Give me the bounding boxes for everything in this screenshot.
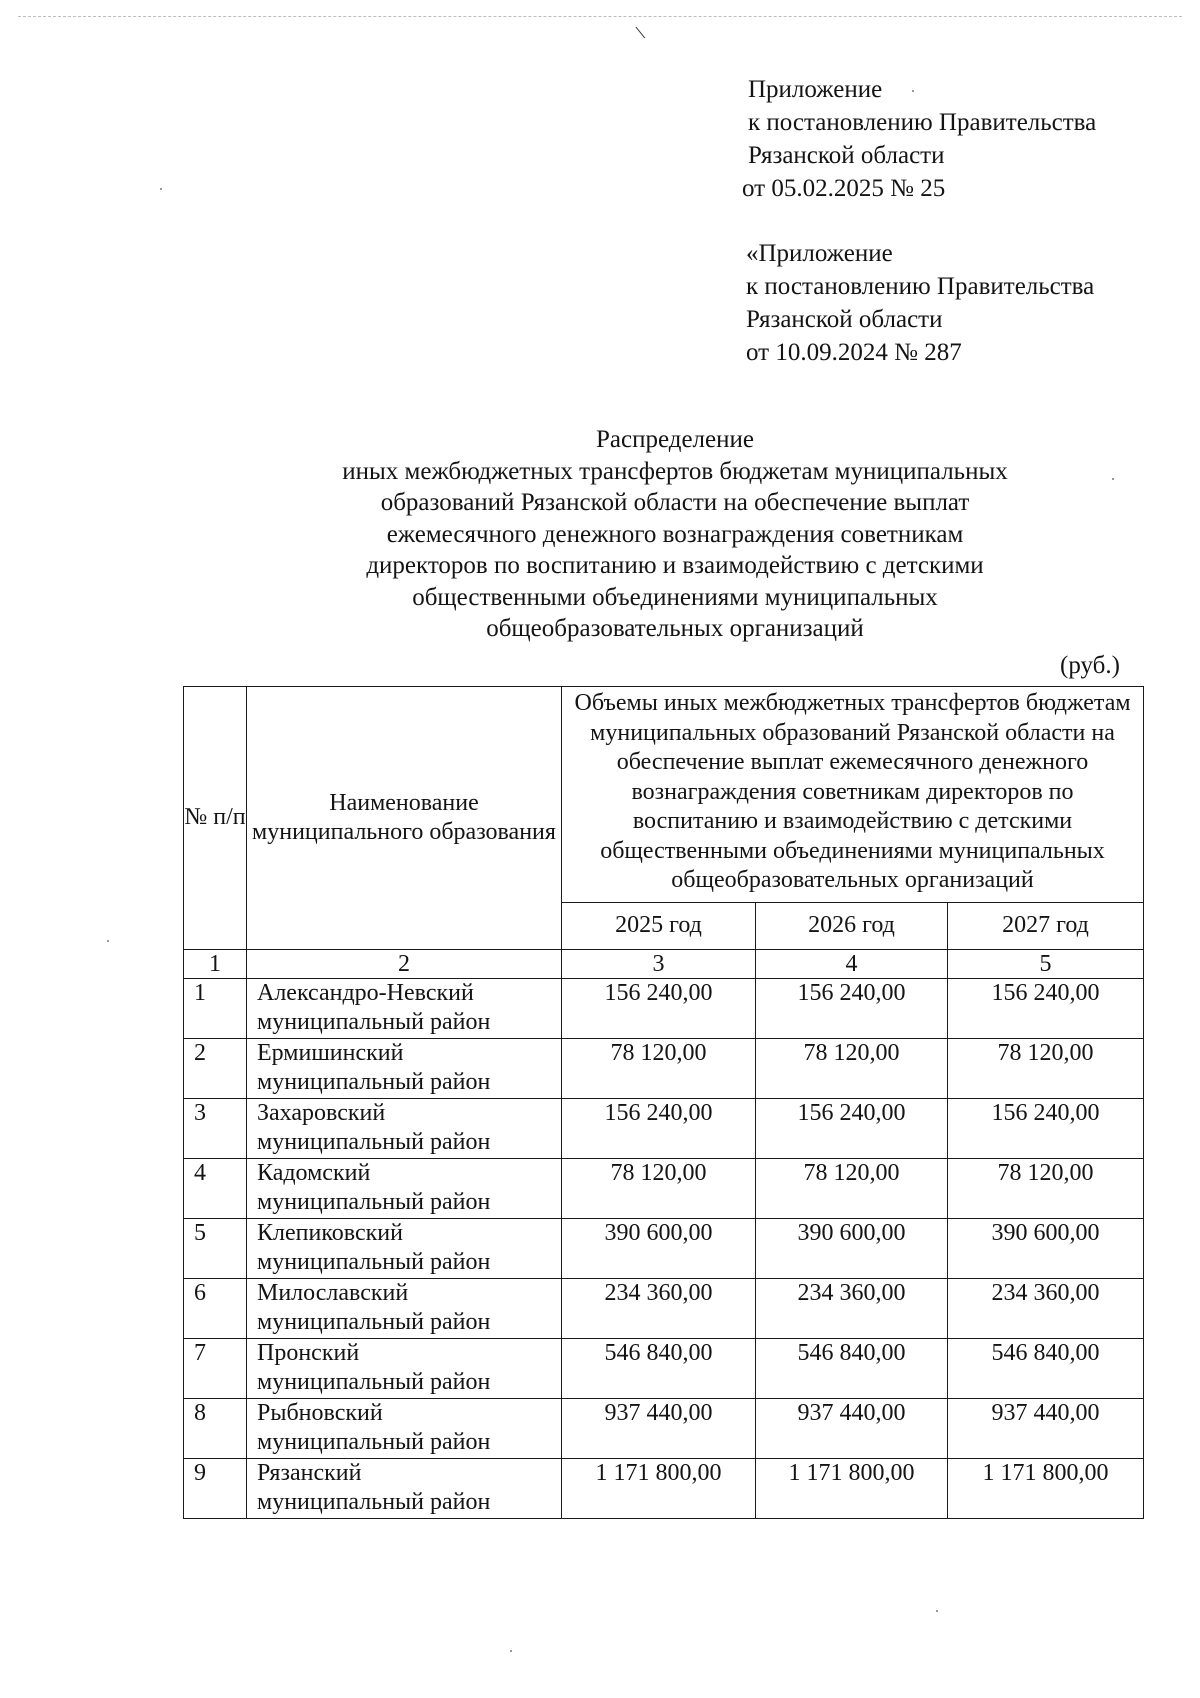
scan-speck xyxy=(510,1650,512,1652)
amount-2025: 937 440,00 xyxy=(562,1398,756,1458)
amount-2025: 78 120,00 xyxy=(562,1158,756,1218)
column-index: 4 xyxy=(756,949,948,978)
appendix-date: от 10.09.2024 № 287 xyxy=(746,339,962,366)
municipality-type: муниципальный район xyxy=(257,1429,491,1455)
row-number: 3 xyxy=(184,1098,247,1158)
column-index: 3 xyxy=(562,949,756,978)
amount-2025: 546 840,00 xyxy=(562,1338,756,1398)
table-row xyxy=(184,1338,1144,1398)
municipality-name-line: Рязанский xyxy=(257,1459,362,1486)
municipality-type: муниципальный район xyxy=(257,1129,491,1155)
municipality-name xyxy=(247,1278,562,1338)
amount-2026: 390 600,00 xyxy=(756,1218,948,1278)
municipality-type: муниципальный район xyxy=(257,1369,491,1395)
amount-2025: 234 360,00 xyxy=(562,1278,756,1338)
unit-label: (руб.) xyxy=(1060,652,1120,679)
scan-edge-line xyxy=(18,16,1182,18)
municipality-name xyxy=(247,1218,562,1278)
table-row xyxy=(184,1398,1144,1458)
header-municipality: Наименование муниципального образования xyxy=(247,687,562,950)
amount-2027: 78 120,00 xyxy=(948,1158,1144,1218)
table-index-row xyxy=(184,949,1144,978)
amount-2025: 78 120,00 xyxy=(562,1038,756,1098)
scan-speck xyxy=(1112,478,1114,480)
amount-2026: 546 840,00 xyxy=(756,1338,948,1398)
amount-2025: 1 171 800,00 xyxy=(562,1458,756,1518)
title-line: ежемесячного денежного вознаграждения советникам xyxy=(386,520,964,548)
table-row xyxy=(184,1218,1144,1278)
municipality-name-line: Кадомский xyxy=(257,1159,371,1186)
amount-2025: 156 240,00 xyxy=(562,978,756,1038)
municipality-name xyxy=(247,1038,562,1098)
municipality-name xyxy=(247,1158,562,1218)
appendix-line: «Приложение xyxy=(746,240,893,267)
amount-2027: 546 840,00 xyxy=(948,1338,1144,1398)
municipality-name-line: Милославский xyxy=(257,1279,409,1306)
municipality-name xyxy=(247,1458,562,1518)
municipality-name-line: Пронский xyxy=(257,1339,360,1366)
row-number: 5 xyxy=(184,1218,247,1278)
amount-2027: 156 240,00 xyxy=(948,978,1144,1038)
amount-2027: 156 240,00 xyxy=(948,1098,1144,1158)
header-volumes: Объемы иных межбюджетных трансфертов бюджетам муниципальных образований Рязанской области на обеспечение выплат ежемесячного денежного вознаграждения советникам директоров по воспитанию и взаимодействию с детскими общественными объединениями муниципальных общеобразовательных организаций xyxy=(562,687,1144,903)
document-title xyxy=(240,424,1110,645)
appendix-line: Рязанской области xyxy=(748,142,945,169)
municipality-type: муниципальный район xyxy=(257,1309,491,1335)
appendix-line: Рязанской области xyxy=(746,306,943,333)
row-number: 9 xyxy=(184,1458,247,1518)
appendix-header-original xyxy=(746,237,1094,369)
table-row xyxy=(184,1158,1144,1218)
row-number: 8 xyxy=(184,1398,247,1458)
table-row xyxy=(184,1038,1144,1098)
table-row xyxy=(184,1278,1144,1338)
distribution-table xyxy=(183,686,1144,1519)
amount-2027: 937 440,00 xyxy=(948,1398,1144,1458)
municipality-type: муниципальный район xyxy=(257,1069,491,1095)
municipality-name xyxy=(247,1098,562,1158)
table-row xyxy=(184,978,1144,1038)
amount-2027: 78 120,00 xyxy=(948,1038,1144,1098)
title-line: образований Рязанской области на обеспечение выплат xyxy=(380,489,970,516)
scan-speck xyxy=(107,940,109,942)
amount-2027: 1 171 800,00 xyxy=(948,1458,1144,1518)
table-row xyxy=(184,1458,1144,1518)
scan-speck xyxy=(936,1610,938,1612)
amount-2026: 78 120,00 xyxy=(756,1158,948,1218)
appendix-line: к постановлению Правительства xyxy=(746,273,1095,300)
header-number: № п/п xyxy=(184,687,247,950)
appendix-line: к постановлению Правительства xyxy=(748,109,1097,136)
row-number: 1 xyxy=(184,978,247,1038)
title-line: директоров по воспитанию и взаимодействию с детскими xyxy=(366,552,984,579)
title-line: общественными объединениями муниципальных xyxy=(412,583,938,611)
amount-2027: 390 600,00 xyxy=(948,1218,1144,1278)
scan-mark: \ xyxy=(634,21,647,45)
amount-2025: 156 240,00 xyxy=(562,1098,756,1158)
municipality-type: муниципальный район xyxy=(257,1249,491,1275)
column-index: 1 xyxy=(184,949,247,978)
column-index: 2 xyxy=(247,949,562,978)
amount-2025: 390 600,00 xyxy=(562,1218,756,1278)
scan-speck xyxy=(160,188,162,190)
amount-2026: 1 171 800,00 xyxy=(756,1458,948,1518)
appendix-header-current xyxy=(742,73,1097,205)
table-row xyxy=(184,1098,1144,1158)
title-line: иных межбюджетных трансфертов бюджетам муниципальных xyxy=(342,457,1008,485)
header-year: 2025 год xyxy=(562,902,756,949)
title-line: общеобразовательных организаций xyxy=(486,615,864,642)
row-number: 2 xyxy=(184,1038,247,1098)
table-header-row xyxy=(184,687,1144,903)
municipality-name-line: Ермишинский xyxy=(257,1039,404,1066)
municipality-name-line: Рыбновский xyxy=(257,1399,383,1426)
row-number: 7 xyxy=(184,1338,247,1398)
municipality-name-line: Захаровский xyxy=(257,1099,386,1126)
amount-2026: 156 240,00 xyxy=(756,1098,948,1158)
municipality-name-line: Александро-Невский xyxy=(257,979,474,1006)
municipality-type: муниципальный район xyxy=(257,1009,491,1035)
municipality-type: муниципальный район xyxy=(257,1189,491,1215)
header-year: 2027 год xyxy=(948,902,1144,949)
amount-2026: 78 120,00 xyxy=(756,1038,948,1098)
municipality-name xyxy=(247,1398,562,1458)
row-number: 4 xyxy=(184,1158,247,1218)
amount-2027: 234 360,00 xyxy=(948,1278,1144,1338)
municipality-type: муниципальный район xyxy=(257,1489,491,1515)
amount-2026: 234 360,00 xyxy=(756,1278,948,1338)
column-index: 5 xyxy=(948,949,1144,978)
title-line: Распределение xyxy=(596,426,754,453)
municipality-name-line: Клепиковский xyxy=(257,1219,403,1246)
amount-2026: 937 440,00 xyxy=(756,1398,948,1458)
appendix-date: от 05.02.2025 № 25 xyxy=(742,175,946,202)
municipality-name xyxy=(247,1338,562,1398)
appendix-line: Приложение xyxy=(748,76,883,103)
header-year: 2026 год xyxy=(756,902,948,949)
row-number: 6 xyxy=(184,1278,247,1338)
amount-2026: 156 240,00 xyxy=(756,978,948,1038)
municipality-name xyxy=(247,978,562,1038)
